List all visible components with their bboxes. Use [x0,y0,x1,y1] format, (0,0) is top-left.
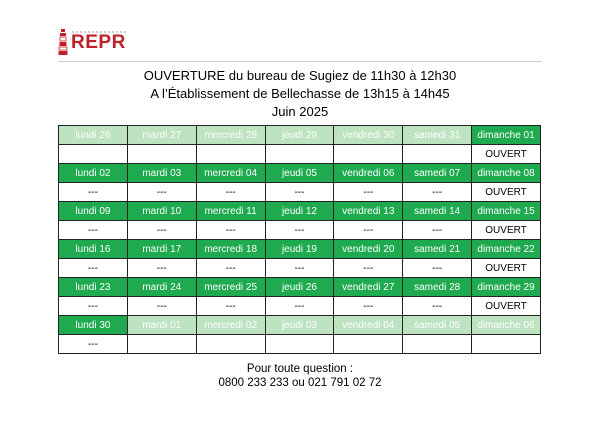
day-header-cell: jeudi 12 [265,202,334,221]
heading-line-bellechasse: A l’Établissement de Bellechasse de 13h15 à 14h45 [150,86,450,101]
heading-month: Juin 2025 [271,104,329,119]
status-cell: OUVERT [472,183,541,202]
status-cell: --- [403,259,472,278]
day-header-cell: dimanche 22 [472,240,541,259]
calendar-status-row [59,297,541,316]
day-header-cell: samedi 31 [403,126,472,145]
status-cell: --- [59,183,128,202]
status-cell [127,335,196,354]
calendar-status-row [59,335,541,354]
status-cell [196,335,265,354]
status-cell: --- [127,221,196,240]
repr-logo [58,27,126,57]
day-header-cell: lundi 30 [59,316,128,335]
status-cell: --- [127,183,196,202]
day-header-cell: vendredi 27 [334,278,403,297]
status-cell: --- [59,297,128,316]
day-header-cell: dimanche 01 [472,126,541,145]
calendar-week-header-row [59,202,541,221]
day-header-cell: samedi 28 [403,278,472,297]
calendar-status-row [59,221,541,240]
status-cell [196,145,265,164]
day-header-cell: mercredi 28 [196,126,265,145]
day-header-cell: mardi 27 [127,126,196,145]
day-header-cell: lundi 16 [59,240,128,259]
status-cell: --- [196,183,265,202]
status-cell: OUVERT [472,259,541,278]
status-cell: --- [127,297,196,316]
day-header-cell: mardi 24 [127,278,196,297]
calendar-status-row [59,259,541,278]
day-header-cell: mercredi 25 [196,278,265,297]
status-cell: --- [196,259,265,278]
day-header-cell: vendredi 30 [334,126,403,145]
contact-footer [58,362,542,390]
day-header-cell: dimanche 29 [472,278,541,297]
status-cell [403,335,472,354]
day-header-cell: lundi 26 [59,126,128,145]
calendar-week-header-row [59,240,541,259]
day-header-cell: vendredi 06 [334,164,403,183]
calendar-week-header-row [59,126,541,145]
calendar-week-header-row [59,278,541,297]
day-header-cell: lundi 09 [59,202,128,221]
status-cell [403,145,472,164]
day-header-cell: mercredi 04 [196,164,265,183]
day-header-cell: mardi 03 [127,164,196,183]
day-header-cell: samedi 14 [403,202,472,221]
status-cell: --- [403,297,472,316]
calendar-table [58,125,541,354]
status-cell: --- [403,183,472,202]
day-header-cell: jeudi 26 [265,278,334,297]
day-header-cell: vendredi 04 [334,316,403,335]
calendar-week-header-row [59,316,541,335]
status-cell [265,335,334,354]
day-header-cell: vendredi 13 [334,202,403,221]
footer-phone-numbers: 0800 233 233 ou 021 791 02 72 [218,377,382,389]
day-header-cell: vendredi 20 [334,240,403,259]
status-cell: OUVERT [472,145,541,164]
header-divider [58,61,542,62]
status-cell: --- [265,183,334,202]
calendar-status-row [59,183,541,202]
day-header-cell: lundi 23 [59,278,128,297]
day-header-cell: dimanche 06 [472,316,541,335]
status-cell: OUVERT [472,221,541,240]
day-header-cell: dimanche 08 [472,164,541,183]
status-cell: --- [403,221,472,240]
status-cell: --- [334,297,403,316]
calendar-week-header-row [59,164,541,183]
day-header-cell: samedi 05 [403,316,472,335]
status-cell: --- [265,221,334,240]
day-header-cell: jeudi 03 [265,316,334,335]
status-cell [472,335,541,354]
status-cell: OUVERT [472,297,541,316]
schedule-heading [58,67,542,121]
day-header-cell: mardi 10 [127,202,196,221]
heading-line-sugiez: OUVERTURE du bureau de Sugiez de 11h30 à 12h30 [143,68,457,83]
day-header-cell: mercredi 11 [196,202,265,221]
status-cell [265,145,334,164]
logo-text: REPR [71,31,126,53]
status-cell: --- [59,259,128,278]
status-cell: --- [334,183,403,202]
day-header-cell: mercredi 18 [196,240,265,259]
status-cell: --- [334,221,403,240]
day-header-cell: mardi 17 [127,240,196,259]
status-cell: --- [59,335,128,354]
status-cell: --- [196,221,265,240]
day-header-cell: jeudi 05 [265,164,334,183]
day-header-cell: lundi 02 [59,164,128,183]
status-cell [127,145,196,164]
lighthouse-icon [58,29,68,55]
status-cell: --- [196,297,265,316]
footer-question: Pour toute question : [246,363,354,375]
day-header-cell: jeudi 29 [265,126,334,145]
status-cell [334,145,403,164]
day-header-cell: samedi 21 [403,240,472,259]
day-header-cell: mercredi 02 [196,316,265,335]
day-header-cell: dimanche 15 [472,202,541,221]
day-header-cell: samedi 07 [403,164,472,183]
status-cell [334,335,403,354]
status-cell: --- [127,259,196,278]
status-cell: --- [265,297,334,316]
status-cell: --- [265,259,334,278]
calendar-status-row [59,145,541,164]
status-cell: --- [59,221,128,240]
status-cell [59,145,128,164]
day-header-cell: mardi 01 [127,316,196,335]
day-header-cell: jeudi 19 [265,240,334,259]
status-cell: --- [334,259,403,278]
